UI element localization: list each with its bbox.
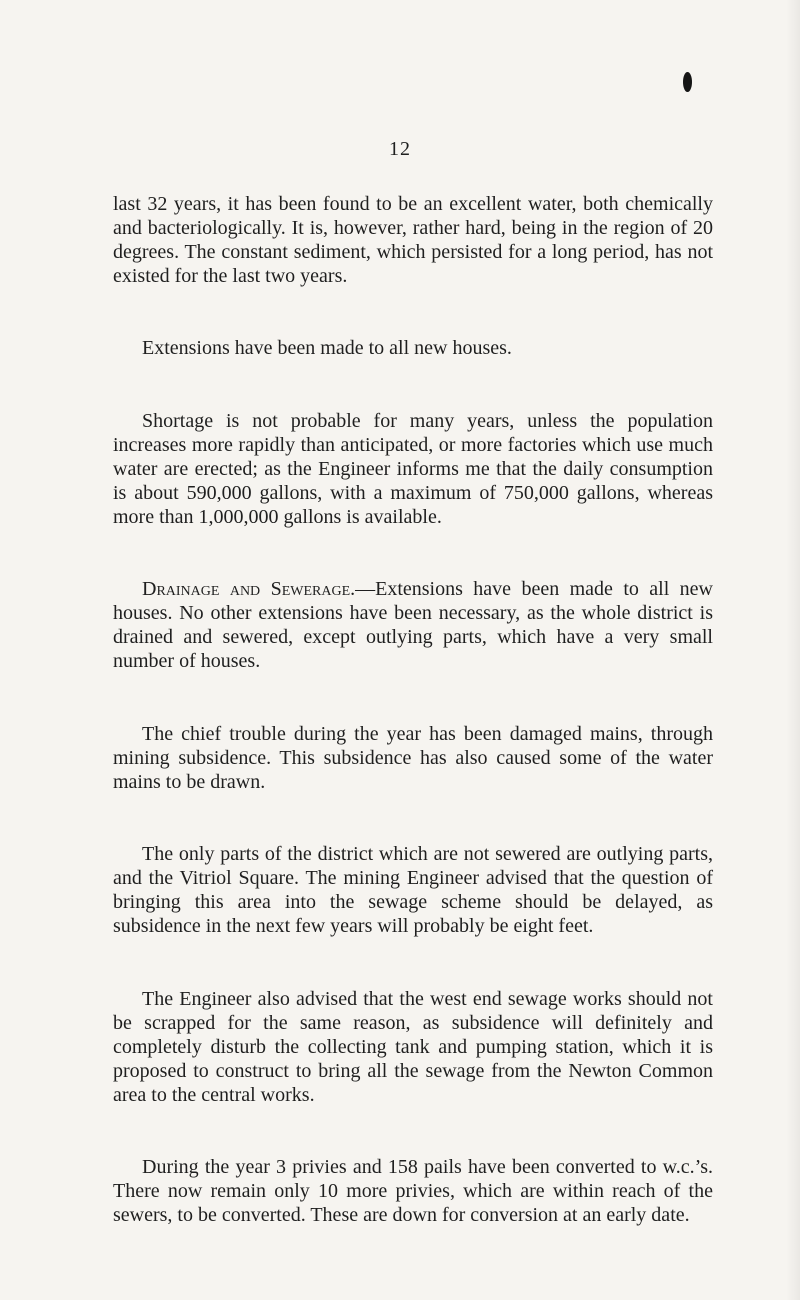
drainage-heading: Drainage and Sewerage. — [142, 578, 356, 600]
drainage-body: —Extensions have been made to all new houses. No other extensions have been necessary, as the whole district is drained and sewered, except outlying parts, which have a very small number of houses. — [113, 578, 713, 672]
paragraph-shortage: Shortage is not probable for many years, unless the population increases more rapidly than anticipated, or more factories which use much water are erected; as the Engineer informs me that the daily consumption is about 590,000 gallons, with a maximum of 750,000 gallons, whereas more than 1,000,000 gallons is available. — [113, 410, 713, 528]
paragraph-drainage — [113, 577, 713, 673]
paragraph-water-quality: last 32 years, it has been found to be an excellent water, both chemically and bacteriologically. It is, however, rather hard, being in the region of 20 degrees. The constant sediment, which persisted for a long period, has not existed for the last two years. — [113, 193, 713, 287]
paragraph-extensions: Extensions have been made to all new houses. — [142, 337, 512, 359]
paragraph-mains-trouble: The chief trouble during the year has been damaged mains, through mining subsidence. This subsidence has also caused some of the water mains to be drawn. — [113, 723, 713, 793]
ink-mark — [683, 72, 692, 92]
page-number: 12 — [389, 138, 411, 160]
paragraph-sewage-works: The Engineer also advised that the west end sewage works should not be scrapped for the same reason, as subsidence will definitely and completely disturb the collecting tank and pumping station, which it is proposed to construct to bring all the sewage from the Newton Common area to the central works. — [113, 988, 713, 1106]
page-edge-shadow — [786, 0, 800, 1300]
paragraph-privies-conversion: During the year 3 privies and 158 pails have been converted to w.c.’s. There now remain only 10 more privies, which are within reach of the sewers, to be converted. These are down for conversion at an early date. — [113, 1156, 713, 1226]
paragraph-unsewered-parts: The only parts of the district which are not sewered are outlying parts, and the Vitriol Square. The mining Engineer advised that the question of bringing this area into the sewage scheme should be delayed, as subsidence in the next few years will probably be eight feet. — [113, 843, 713, 937]
page-body — [113, 192, 713, 1227]
